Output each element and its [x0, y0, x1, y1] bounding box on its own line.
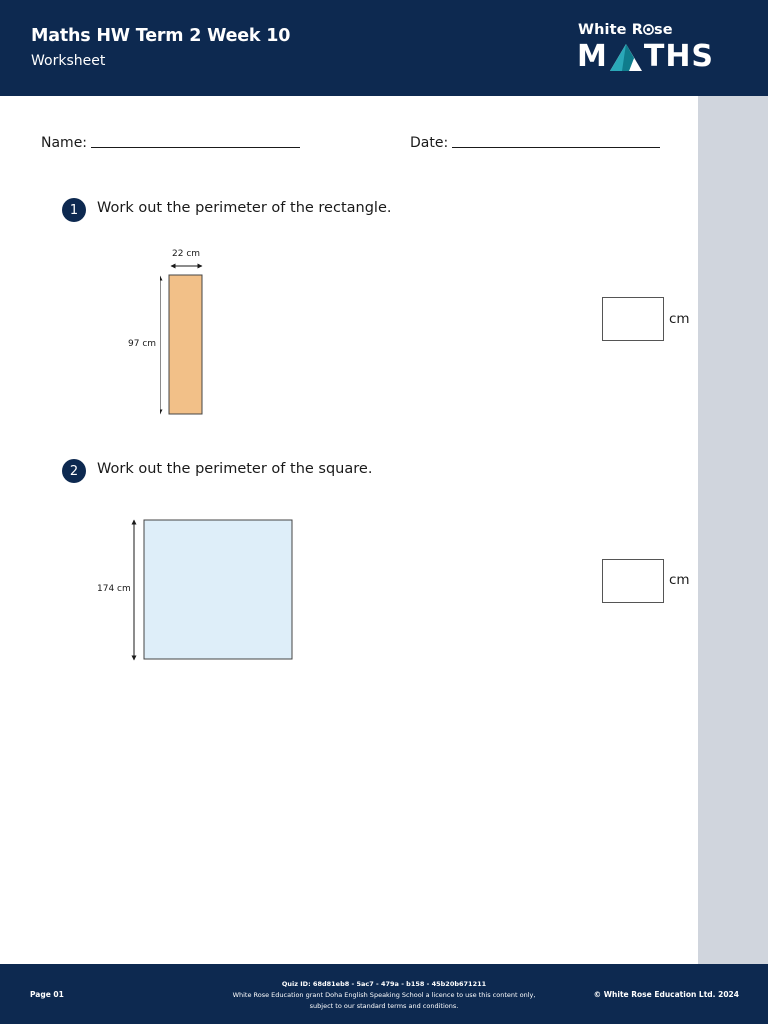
- answer-unit-2: cm: [669, 572, 690, 588]
- licence-line-1: White Rose Education grant Doha English Speaking School a licence to use this content only,: [232, 991, 536, 999]
- square-diagram: [128, 515, 298, 665]
- rectangle-height-label: 97 cm: [128, 339, 157, 349]
- name-line[interactable]: [91, 147, 300, 148]
- logo-maths: M THS: [577, 39, 715, 74]
- copyright: © White Rose Education Ltd. 2024: [593, 990, 739, 999]
- rectangle-shape: [169, 275, 202, 414]
- licence-line-2: subject to our standard terms and conditions.: [309, 1002, 459, 1010]
- question-2-number: 2: [62, 459, 86, 483]
- question-1-number: 1: [62, 198, 86, 222]
- rose-icon: [643, 22, 654, 38]
- name-field: [41, 135, 300, 151]
- page-subtitle: Worksheet: [31, 53, 106, 69]
- square-side-label: 174 cm: [97, 584, 131, 594]
- page-title: Maths HW Term 2 Week 10: [31, 26, 291, 46]
- date-line[interactable]: [452, 147, 660, 148]
- answer-box-2[interactable]: [602, 559, 664, 603]
- right-margin-bar: [698, 96, 768, 964]
- date-field: [410, 135, 660, 151]
- date-label: Date:: [410, 135, 449, 151]
- footer-banner: [0, 964, 768, 1024]
- answer-box-1[interactable]: [602, 297, 664, 341]
- page-number: Page 01: [30, 990, 64, 999]
- rectangle-width-label: 22 cm: [172, 249, 201, 259]
- question-1-text: Work out the perimeter of the rectangle.: [97, 200, 392, 216]
- footer-licence: [214, 979, 554, 1012]
- logo-text-top: White R se: [578, 22, 673, 38]
- header-banner: [0, 0, 768, 96]
- square-shape: [144, 520, 292, 659]
- rectangle-diagram: [160, 258, 212, 418]
- question-2-text: Work out the perimeter of the square.: [97, 461, 373, 477]
- name-label: Name:: [41, 135, 88, 151]
- quiz-id: Quiz ID: 68d81eb8 - 5ac7 - 479a - b158 - 45b20b671211: [281, 980, 487, 988]
- logo-triangle-icon: [609, 42, 643, 72]
- answer-unit-1: cm: [669, 311, 690, 327]
